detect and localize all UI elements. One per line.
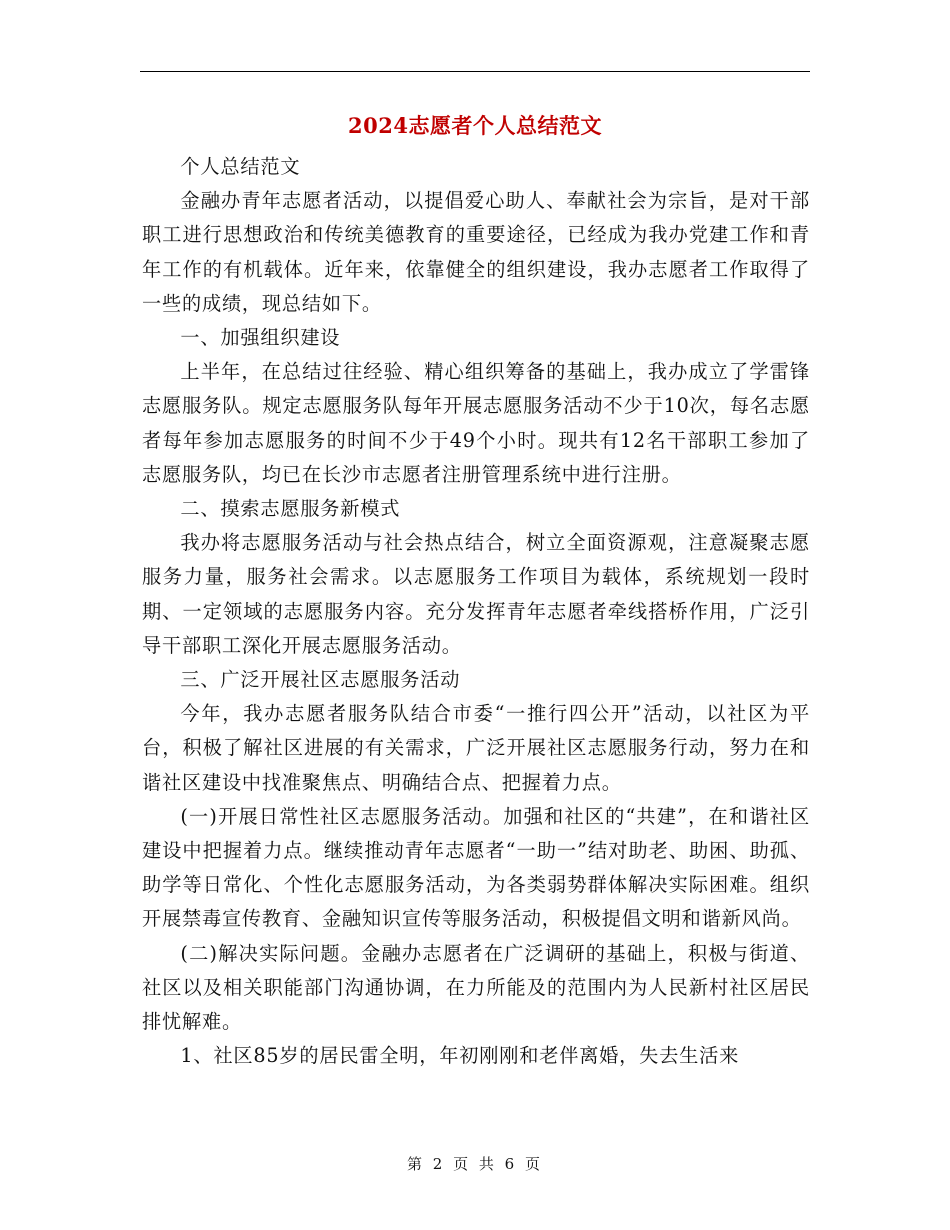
section-heading-2: 二、摸索志愿服务新模式: [180, 497, 401, 521]
paragraph-intro-heading: 个人总结范文: [180, 155, 301, 178]
paragraph-section-3: 今年，我办志愿者服务队结合市委“一推行四公开”活动，以社区为平台，积极了解社区进展的有关需求，广泛开展社区志愿服务行动，努力在和谐社区建设中找准聚焦点、明确结合点、把握着力点。: [142, 702, 810, 794]
paragraph-section-1: 上半年，在总结过往经验、精心组织筹备的基础上，我办成立了学雷锋志愿服务队。规定志愿服务队每年开展志愿服务活动不少于10次，每名志愿者每年参加志愿服务的时间不少于49个小时。现共有12名干部职工参加了志愿服务队，均已在长沙市志愿者注册管理系统中进行注册。: [142, 360, 810, 486]
paragraph-intro: 金融办青年志愿者活动，以提倡爱心助人、奉献社会为宗旨，是对干部职工进行思想政治和传统美德教育的重要途径，已经成为我办党建工作和青年工作的有机载体。近年来，依靠健全的组织建设，我办志愿者工作取得了一些的成绩，现总结如下。: [142, 189, 810, 315]
paragraph-section-2: 我办将志愿服务活动与社会热点结合，树立全面资源观，注意凝聚志愿服务力量，服务社会需求。以志愿服务工作项目为载体，系统规划一段时期、一定领域的志愿服务内容。充分发挥青年志愿者牵线搭桥作用，广泛引导干部职工深化开展志愿服务活动。: [142, 531, 810, 657]
document-title: 2024志愿者个人总结范文: [348, 113, 602, 138]
page-number-footer: 第 2 页 共 6 页: [407, 1155, 543, 1173]
paragraph-subsection-1: (一)开展日常性社区志愿服务活动。加强和社区的“共建”，在和谐社区建设中把握着力点。继续推动青年志愿者“一助一”结对助老、助困、助孤、助学等日常化、个性化志愿服务活动，为各类弱势群体解决实际困难。组织开展禁毒宣传教育、金融知识宣传等服务活动，积极提倡文明和谐新风尚。: [142, 804, 810, 931]
section-heading-1: 一、加强组织建设: [180, 326, 341, 350]
document-body: [142, 150, 810, 1073]
paragraph-item-1: 1、社区85岁的居民雷全明，年初刚刚和老伴离婚，失去生活来: [180, 1044, 740, 1068]
header-rule: [140, 71, 810, 72]
paragraph-subsection-2: (二)解决实际问题。金融办志愿者在广泛调研的基础上，积极与街道、社区以及相关职能部门沟通协调，在力所能及的范围内为人民新村社区居民排忧解难。: [142, 941, 810, 1034]
section-heading-3: 三、广泛开展社区志愿服务活动: [180, 668, 461, 692]
